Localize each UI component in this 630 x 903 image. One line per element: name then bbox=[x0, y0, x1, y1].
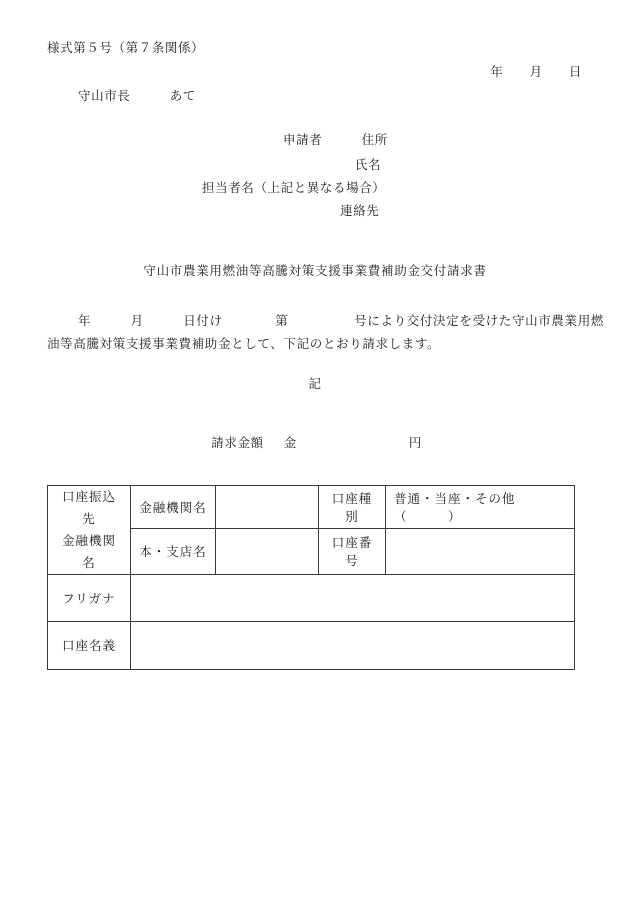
transfer-destination-label bbox=[48, 486, 131, 575]
table-row bbox=[48, 574, 575, 621]
contact-info-label: 連絡先 bbox=[340, 203, 380, 218]
ki-marker: 記 bbox=[308, 376, 322, 391]
currency-prefix: 金 bbox=[283, 434, 297, 450]
branch-name-label: 本・支店名 bbox=[131, 528, 216, 574]
date-line: 年 月 日 bbox=[490, 64, 582, 79]
furigana-label: フリガナ bbox=[48, 574, 131, 621]
contact-person-label: 担当者名（上記と異なる場合） bbox=[202, 180, 386, 195]
body-paragraph-line-2: 油等高騰対策支援事業費補助金として、下記のとおり請求します。 bbox=[47, 336, 441, 351]
bank-name-label: 金融機関名 bbox=[131, 486, 216, 529]
account-type-label: 口座種別 bbox=[319, 486, 386, 529]
table-row bbox=[48, 486, 575, 529]
claim-amount-row bbox=[193, 424, 422, 462]
document-title: 守山市農業用燃油等高騰対策支援事業費補助金交付請求書 bbox=[143, 263, 487, 278]
account-holder-input[interactable] bbox=[131, 621, 575, 669]
addressee-line: 守山市長 あて bbox=[78, 88, 196, 103]
account-number-label: 口座番号 bbox=[319, 528, 386, 574]
furigana-input[interactable] bbox=[131, 574, 575, 621]
account-type-options[interactable]: 普通・当座・その他（ ） bbox=[386, 486, 575, 529]
transfer-destination-line2: 金融機関名 bbox=[61, 532, 116, 570]
transfer-destination-line1: 口座振込先 bbox=[61, 489, 116, 526]
currency-suffix: 円 bbox=[408, 434, 422, 450]
account-number-input[interactable] bbox=[386, 528, 575, 574]
bank-account-table bbox=[47, 485, 575, 670]
applicant-name-label: 氏名 bbox=[355, 157, 382, 172]
table-row bbox=[48, 621, 575, 669]
branch-name-input[interactable] bbox=[216, 528, 319, 574]
bank-name-input[interactable] bbox=[216, 486, 319, 529]
claim-amount-label: 請求金額 bbox=[211, 434, 264, 450]
form-number: 様式第５号（第７条関係） bbox=[47, 40, 205, 55]
body-paragraph-line-1: 年 月 日付け 第 号により交付決定を受けた守山市農業用燃 bbox=[78, 313, 605, 328]
account-holder-label: 口座名義 bbox=[48, 621, 131, 669]
applicant-address-label: 申請者 住所 bbox=[283, 132, 388, 147]
